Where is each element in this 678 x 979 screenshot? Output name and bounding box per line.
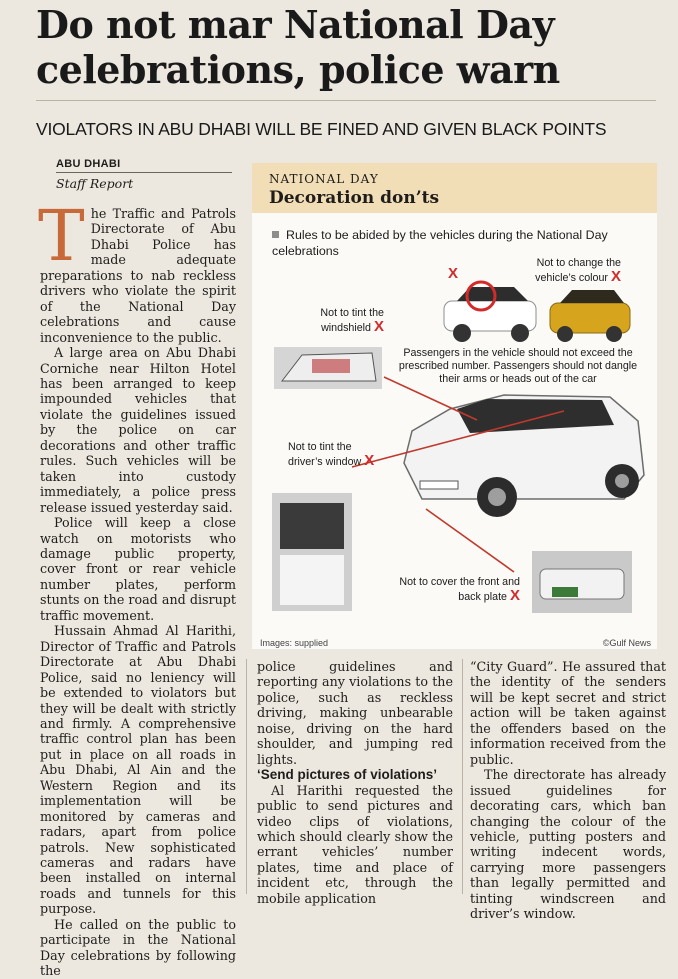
byline-location: ABU DHABI	[56, 158, 121, 170]
intro-text: Rules to be abided by the vehicles during the National Day celebrations	[272, 228, 608, 258]
byline-author: Staff Report	[56, 176, 134, 191]
label-colour	[526, 257, 621, 285]
column-divider	[462, 659, 463, 894]
label-windshield-text: Not to tint the windshield	[320, 307, 384, 334]
passengers-window-photo-icon	[272, 493, 352, 611]
cross-icon: X	[448, 265, 459, 282]
label-windshield	[292, 307, 384, 335]
small-white-car-icon	[444, 282, 536, 342]
cross-icon: X	[373, 318, 384, 335]
cross-icon: X	[509, 587, 520, 604]
drop-cap: T	[38, 195, 85, 277]
byline-divider	[56, 172, 232, 173]
paragraph-text: he Traffic and Patrols Directorate of Abu Dhabi Police has made adequate preparations to nab reckless drivers who violate the spirit of the National Day celebrations and cause inconvenience to the public.	[40, 206, 236, 345]
headline: Do not mar National Day celebrations, police warn	[36, 2, 560, 92]
label-plate-text: Not to cover the front and back plate	[399, 576, 520, 603]
crosshead: ‘Send pictures of violations’	[257, 767, 438, 783]
small-yellow-car-icon	[550, 290, 630, 342]
label-colour-text: Not to change the vehicle’s colour	[535, 257, 621, 284]
image-credit: Images: supplied	[260, 638, 329, 648]
label-driver-window-text: Not to tint the driver’s window	[288, 441, 362, 468]
article-column-3	[470, 659, 666, 922]
article-paragraph: “City Guard”. He assured that the identity of the senders will be kept secret and strict action will be taken against the offenders based on the information received from the public.	[470, 659, 666, 767]
cross-icon: X	[610, 268, 621, 285]
label-passengers: Passengers in the vehicle should not exceed the prescribed number. Passengers should not dangle their arms or heads out of the car	[398, 347, 638, 385]
large-white-suv-icon	[404, 395, 644, 517]
infographic-title: Decoration don’ts	[269, 188, 440, 208]
article-paragraph: A large area on Abu Dhabi Corniche near Hilton Hotel has been arranged to keep impounded vehicles that violate the guidelines issued by the police on car decorations and other traffic rules. Such vehicles will be taken into custody immediately, a police press release issued yesterday said.	[40, 345, 236, 515]
column-divider	[246, 659, 247, 894]
article-paragraph: Police will keep a close watch on motorists who damage public property, cover front or rear vehicle number plates, perform stunts on the road and disrupt traffic movement.	[40, 515, 236, 623]
article-paragraph	[38, 195, 236, 345]
infographic-kicker: NATIONAL DAY	[269, 172, 379, 186]
rule-divider	[36, 100, 656, 101]
label-plate	[392, 576, 520, 604]
tinted-windshield-photo-icon	[274, 347, 382, 389]
infographic-panel	[252, 163, 657, 649]
article-paragraph: Al Harithi requested the public to send pictures and video clips of violations, which should clearly show the errant vehicles’ number plates, time and place of incident etc, through the mobile application	[257, 782, 453, 906]
article-column-2	[257, 659, 453, 906]
article-paragraph: Hussain Ahmad Al Harithi, Director of Traffic and Patrols Directorate at Abu Dhabi Police, said no leniency will be extended to violators but they will be dealt with strictly and firmly. A comprehensive traffic control plan has been put in place on all roads in Abu Dhabi, Al Ain and the Western Region and its implementation will be monitored by cameras and radars, apart from police patrols. New sophisticated cameras and radars have been installed on internal roads and tunnels for this purpose.	[40, 623, 236, 917]
article-paragraph: police guidelines and reporting any violations to the police, such as reckless driving, making unbearable noise, driving on the hard shoulder, and jumping red lights.	[257, 659, 453, 767]
label-driver-window	[288, 441, 378, 469]
cross-icon: X	[364, 452, 375, 469]
subheadline: VIOLATORS IN ABU DHABI WILL BE FINED AND GIVEN BLACK POINTS	[36, 119, 607, 139]
covered-plate-photo-icon	[532, 551, 632, 613]
copyright-credit: ©Gulf News	[602, 638, 651, 648]
article-paragraph: The directorate has already issued guidelines for decorating cars, which ban changing the colour of the vehicle, putting posters and writing indecent words, carrying more passengers than legally permitted and tinting windscreen and driver’s window.	[470, 767, 666, 922]
article-paragraph: He called on the public to participate in the National Day celebrations by following the	[40, 916, 236, 979]
article-column-1	[38, 195, 236, 979]
